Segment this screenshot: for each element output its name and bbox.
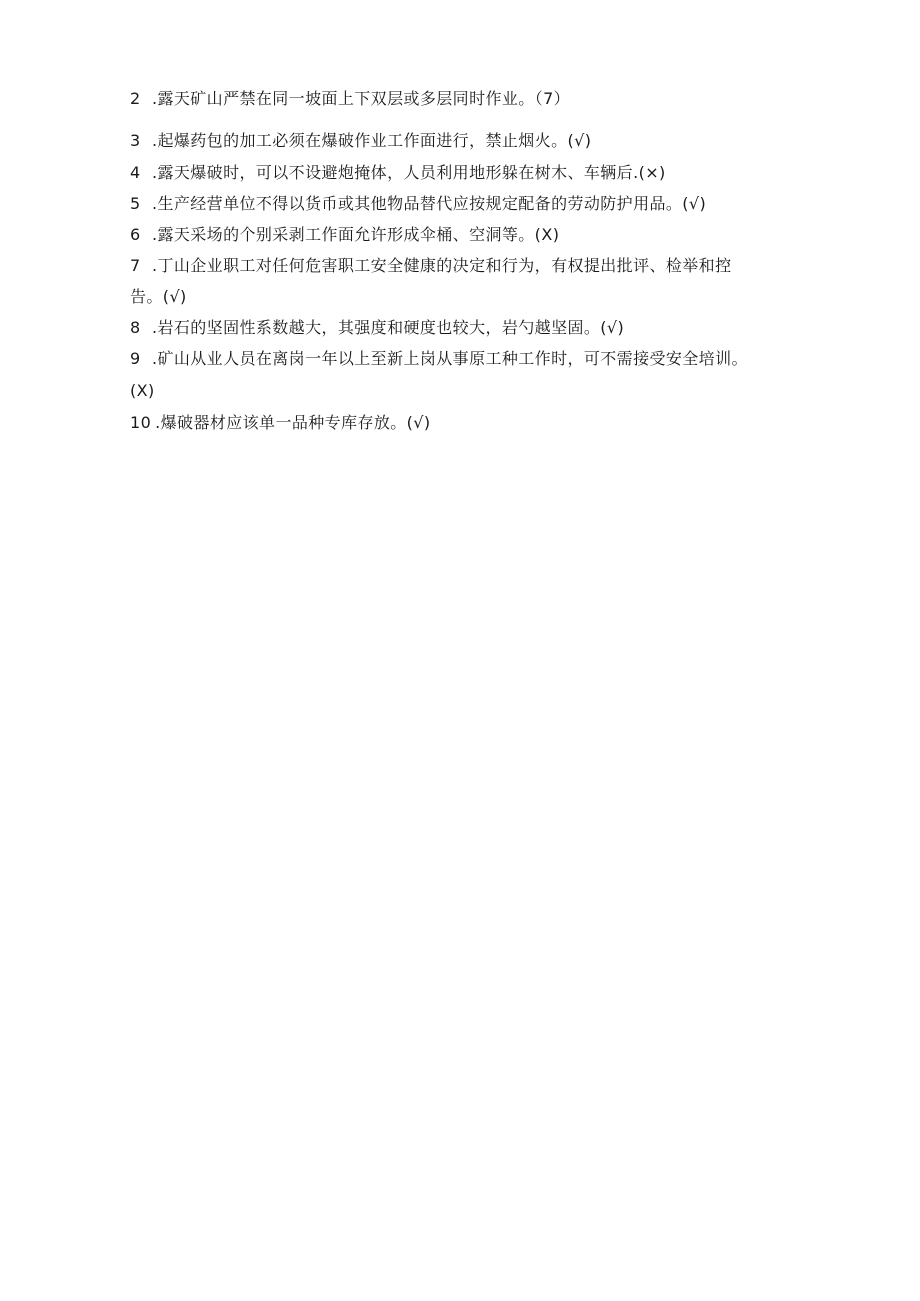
- question-list: [130, 89, 830, 432]
- list-item: [130, 163, 830, 183]
- item-number: 4: [130, 163, 141, 182]
- item-number: 8: [130, 318, 141, 337]
- item-number: 9: [130, 349, 141, 368]
- list-item-continuation: [130, 287, 830, 307]
- item-number: 5: [130, 194, 141, 213]
- item-text: .生产经营单位不得以货币或其他物品替代应按规定配备的劳动防护用品。(√): [152, 194, 707, 213]
- item-text-continuation: 告。(√): [130, 287, 187, 306]
- item-number: 10: [130, 413, 152, 432]
- list-item-continuation: [130, 381, 830, 401]
- item-number: 6: [130, 225, 141, 244]
- list-item: [130, 256, 830, 276]
- item-number: 2: [130, 89, 141, 108]
- item-text: .岩石的坚固性系数越大，其强度和硬度也较大，岩勺越坚固。(√): [152, 318, 625, 337]
- list-item: [130, 413, 830, 433]
- item-number: 7: [130, 256, 141, 275]
- item-text: .露天采场的个别采剥工作面允许形成伞桶、空洞等。(X): [152, 225, 560, 244]
- item-number: 3: [130, 131, 141, 150]
- list-item: [130, 194, 830, 214]
- item-text: .爆破器材应该单一品种专库存放。(√): [155, 413, 431, 432]
- item-text: .露天爆破时，可以不设避炮掩体，人员利用地形躲在树木、车辆后.(×): [152, 163, 666, 182]
- list-item: [130, 225, 830, 245]
- list-item: [130, 89, 830, 109]
- list-item: [130, 318, 830, 338]
- list-item: [130, 349, 830, 369]
- item-text-continuation: (X): [130, 381, 155, 400]
- list-item: [130, 131, 830, 151]
- item-text: .丁山企业职工对任何危害职工安全健康的决定和行为，有权提出批评、检举和控: [152, 256, 732, 275]
- item-text: .起爆药包的加工必须在爆破作业工作面进行，禁止烟火。(√): [152, 131, 592, 150]
- item-text: .矿山从业人员在离岗一年以上至新上岗从事原工种工作时，可不需接受安全培训。: [152, 349, 748, 368]
- item-text: .露天矿山严禁在同一坡面上下双层或多层同时作业。（7）: [152, 89, 571, 108]
